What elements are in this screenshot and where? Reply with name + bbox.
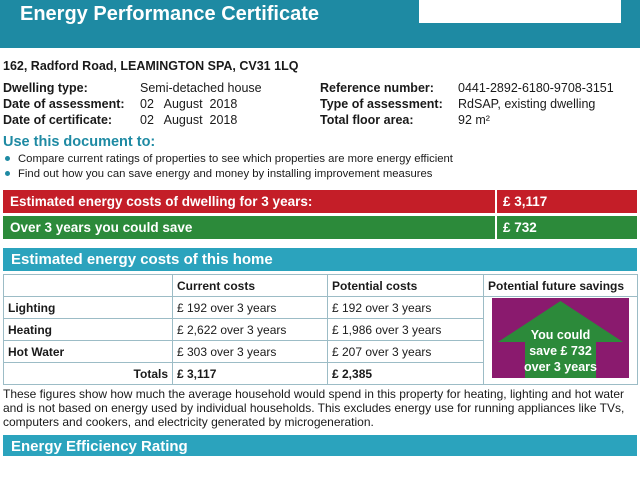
savings-line: You could [530,328,591,342]
potential-cost-cell: £ 1,986 over 3 years [328,319,484,341]
total-floor-area-value: 92 m² [458,113,490,127]
current-cost-cell: £ 303 over 3 years [173,341,328,363]
explanatory-paragraph: These figures show how much the average household would spend in this property for heating, lighting and hot water and is not based on energy used by individual households. This excludes energy use for running appliances like TVs, computers and cookers, and electricity generated by microgeneration. [3,387,625,429]
dwelling-type-value: Semi-detached house [140,81,262,95]
totals-current: £ 3,117 [173,363,328,385]
totals-potential: £ 2,385 [328,363,484,385]
estimated-costs-label-bar [3,190,495,213]
header-blank-box [419,0,621,23]
date-of-assessment-value: 02 August 2018 [140,97,238,111]
table-header-empty [4,275,173,297]
efficiency-rating-title: Energy Efficiency Rating [3,435,637,456]
property-address: 162, Radford Road, LEAMINGTON SPA, CV31 1LQ [3,59,299,73]
row-label: Heating [4,319,173,341]
dwelling-type-label: Dwelling type: [3,81,88,95]
savings-line: save £ 732 [529,344,592,358]
savings-message [492,327,629,375]
use-document-bullet [5,153,453,165]
estimated-costs-value-bar [497,190,637,213]
current-costs-header: Current costs [173,275,328,297]
reference-number-value: 0441-2892-6180-9708-3151 [458,81,614,95]
use-document-bullet [5,168,432,180]
current-cost-cell: £ 192 over 3 years [173,297,328,319]
potential-cost-cell: £ 207 over 3 years [328,341,484,363]
estimated-costs-value: £ 3,117 [503,194,548,209]
bullet-text: Find out how you can save energy and money by installing improvement measures [18,168,433,180]
total-floor-area-label: Total floor area: [320,113,414,127]
use-document-title: Use this document to: [3,134,156,150]
could-save-label-bar [3,216,495,239]
bullet-dot-icon [5,171,10,176]
estimated-costs-label: Estimated energy costs of dwelling for 3 years: [10,194,313,209]
could-save-label: Over 3 years you could save [10,220,193,235]
certificate-header [0,0,640,48]
dwelling-type-row [3,81,262,95]
date-of-certificate-value: 02 August 2018 [140,113,238,127]
current-cost-cell: £ 2,622 over 3 years [173,319,328,341]
date-of-certificate-label: Date of certificate: [3,113,113,127]
table-header-row [4,275,638,297]
date-of-assessment-row [3,97,237,111]
reference-number-label: Reference number: [320,81,434,95]
type-of-assessment-row [320,97,595,111]
bullet-dot-icon [5,156,10,161]
type-of-assessment-value: RdSAP, existing dwelling [458,97,596,111]
bullet-text: Compare current ratings of properties to see which properties are more energy efficient [18,153,453,165]
potential-cost-cell: £ 192 over 3 years [328,297,484,319]
totals-label: Totals [4,363,173,385]
type-of-assessment-label: Type of assessment: [320,97,443,111]
costs-section-title: Estimated energy costs of this home [3,248,637,271]
savings-line: over 3 years [524,360,597,374]
total-floor-area-row [320,113,490,127]
date-of-assessment-label: Date of assessment: [3,97,125,111]
date-of-certificate-row [3,113,237,127]
could-save-value-bar [497,216,637,239]
reference-number-row [320,81,614,95]
could-save-value: £ 732 [503,220,537,235]
row-label: Lighting [4,297,173,319]
potential-costs-header: Potential costs [328,275,484,297]
row-label: Hot Water [4,341,173,363]
potential-savings-header: Potential future savings [484,275,638,297]
certificate-title: Energy Performance Certificate [20,3,320,25]
